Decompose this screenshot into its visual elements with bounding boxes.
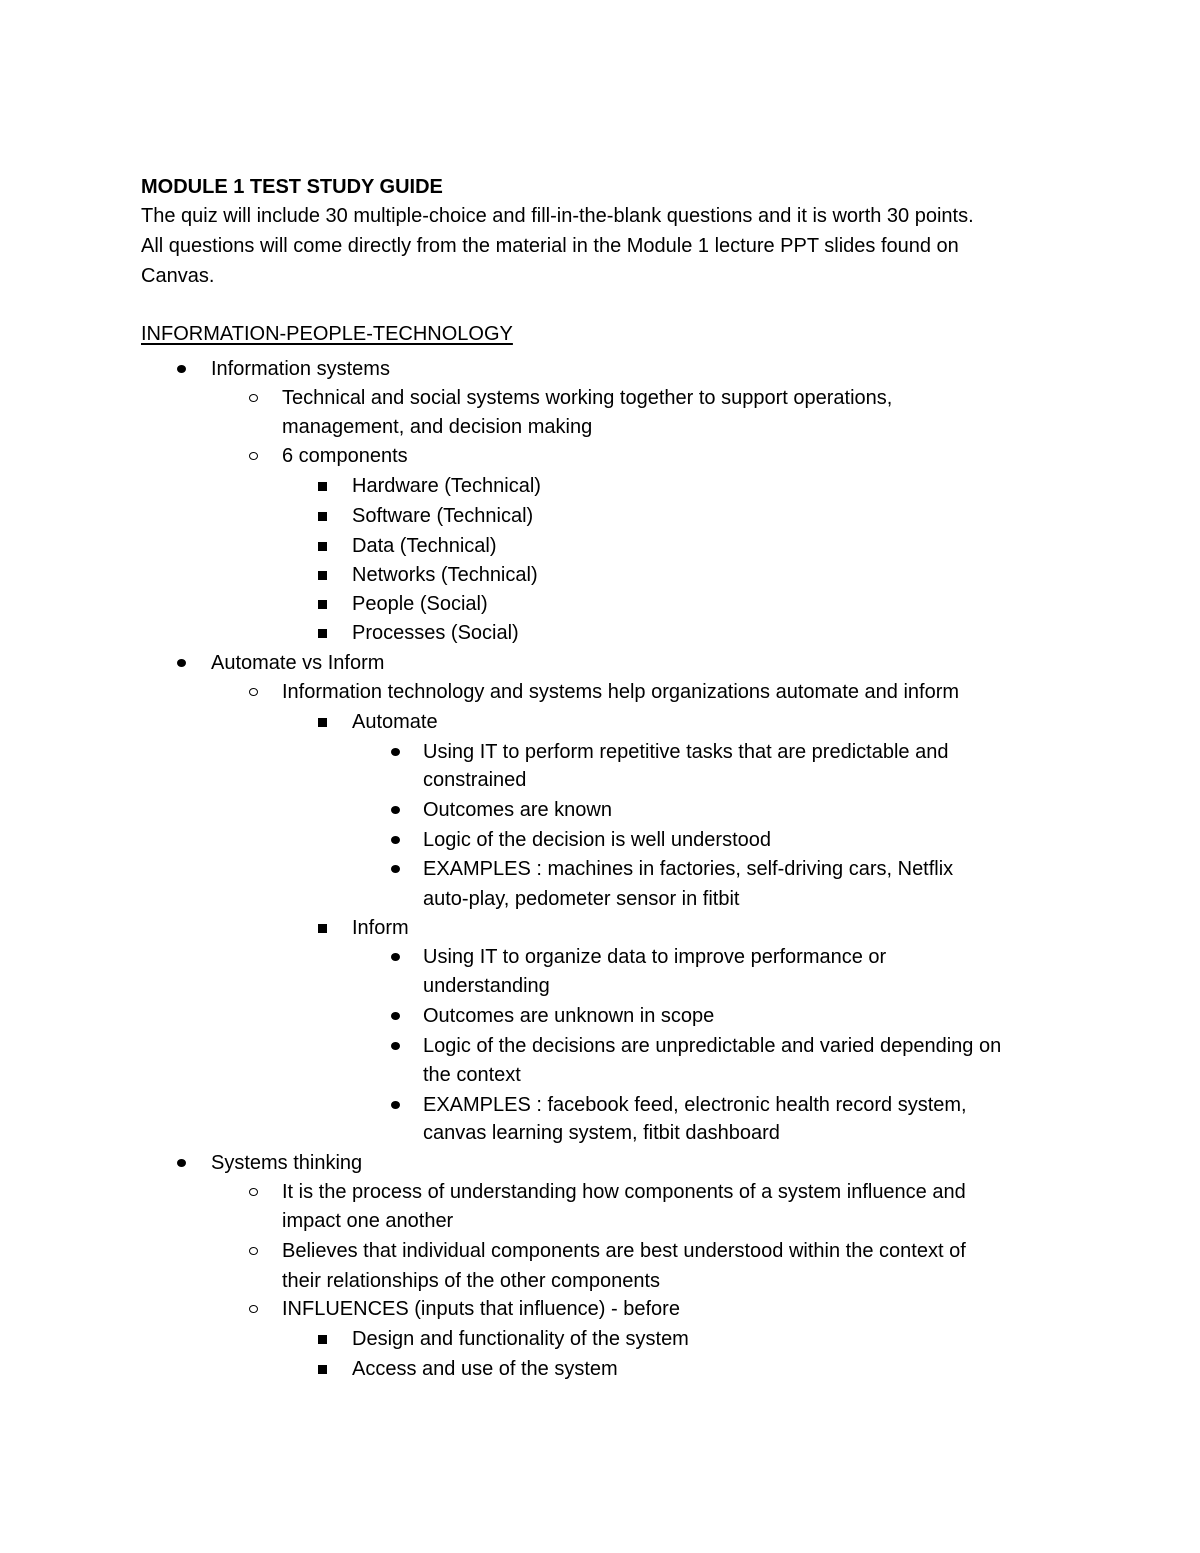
square-bullet-icon <box>318 718 327 727</box>
intro-line: The quiz will include 30 multiple-choice and fill-in-the-blank questions and it is worth 30 points. <box>141 205 974 227</box>
disc-bullet-icon <box>391 1042 400 1050</box>
square-bullet-icon <box>318 629 327 638</box>
automate-point: EXAMPLES : machines in factories, self-driving cars, Netflix <box>423 858 954 880</box>
intro-line: Canvas. <box>141 265 215 287</box>
square-bullet-icon <box>318 924 327 933</box>
square-bullet-icon <box>318 512 327 521</box>
square-bullet-icon <box>318 1335 327 1344</box>
list-item-continuation: their relationships of the other components <box>282 1270 660 1292</box>
list-item: It is the process of understanding how components of a system influence and <box>282 1181 966 1203</box>
component-item: Networks (Technical) <box>352 564 538 586</box>
disc-bullet-icon <box>391 836 400 844</box>
component-item: Data (Technical) <box>352 535 497 557</box>
automate-point-continuation: auto-play, pedometer sensor in fitbit <box>423 888 740 910</box>
list-item-continuation: management, and decision making <box>282 416 593 438</box>
list-item: Believes that individual components are best understood within the context of <box>282 1240 966 1262</box>
disc-bullet-icon <box>391 1012 400 1020</box>
outline-item-systems-thinking: Systems thinking <box>211 1152 363 1174</box>
disc-bullet-icon <box>177 1159 186 1167</box>
intro-line: All questions will come directly from the material in the Module 1 lecture PPT slides found on <box>141 235 959 257</box>
automate-point: Logic of the decision is well understood <box>423 829 771 851</box>
square-bullet-icon <box>318 482 327 491</box>
automate-point-continuation: constrained <box>423 769 527 791</box>
circle-bullet-icon <box>249 1188 258 1196</box>
disc-bullet-icon <box>391 1101 400 1109</box>
circle-bullet-icon <box>249 1305 258 1313</box>
circle-bullet-icon <box>249 1247 258 1255</box>
automate-point: Outcomes are known <box>423 799 612 821</box>
disc-bullet-icon <box>177 659 186 667</box>
inform-point: Using IT to organize data to improve performance or <box>423 946 887 968</box>
square-bullet-icon <box>318 542 327 551</box>
disc-bullet-icon <box>391 748 400 756</box>
inform-point-continuation: the context <box>423 1064 521 1086</box>
list-item-components: 6 components <box>282 445 408 467</box>
inform-point: Outcomes are unknown in scope <box>423 1005 715 1027</box>
inform-point: Logic of the decisions are unpredictable and varied depending on <box>423 1035 1002 1057</box>
outline-item-information-systems: Information systems <box>211 358 390 380</box>
disc-bullet-icon <box>391 865 400 873</box>
list-item-influences: INFLUENCES (inputs that influence) - before <box>282 1298 680 1320</box>
component-item: Processes (Social) <box>352 622 519 644</box>
automate-label: Automate <box>352 711 438 733</box>
automate-point: Using IT to perform repetitive tasks that are predictable and <box>423 741 949 763</box>
component-item: Hardware (Technical) <box>352 475 541 497</box>
inform-label: Inform <box>352 917 409 939</box>
section-heading: INFORMATION-PEOPLE-TECHNOLOGY <box>141 323 513 345</box>
list-item: Technical and social systems working together to support operations, <box>282 387 893 409</box>
influence-item: Access and use of the system <box>352 1358 618 1380</box>
circle-bullet-icon <box>249 688 258 696</box>
outline-item-automate-vs-inform: Automate vs Inform <box>211 652 385 674</box>
inform-point-continuation: canvas learning system, fitbit dashboard <box>423 1122 780 1144</box>
square-bullet-icon <box>318 600 327 609</box>
component-item: Software (Technical) <box>352 505 534 527</box>
component-item: People (Social) <box>352 593 488 615</box>
circle-bullet-icon <box>249 394 258 402</box>
list-item: Information technology and systems help organizations automate and inform <box>282 681 960 703</box>
influence-item: Design and functionality of the system <box>352 1328 689 1350</box>
list-item-continuation: impact one another <box>282 1210 454 1232</box>
square-bullet-icon <box>318 1365 327 1374</box>
circle-bullet-icon <box>249 452 258 460</box>
disc-bullet-icon <box>391 806 400 814</box>
disc-bullet-icon <box>177 365 186 373</box>
document-title: MODULE 1 TEST STUDY GUIDE <box>141 176 443 198</box>
disc-bullet-icon <box>391 953 400 961</box>
inform-point: EXAMPLES : facebook feed, electronic health record system, <box>423 1094 967 1116</box>
square-bullet-icon <box>318 571 327 580</box>
inform-point-continuation: understanding <box>423 975 550 997</box>
